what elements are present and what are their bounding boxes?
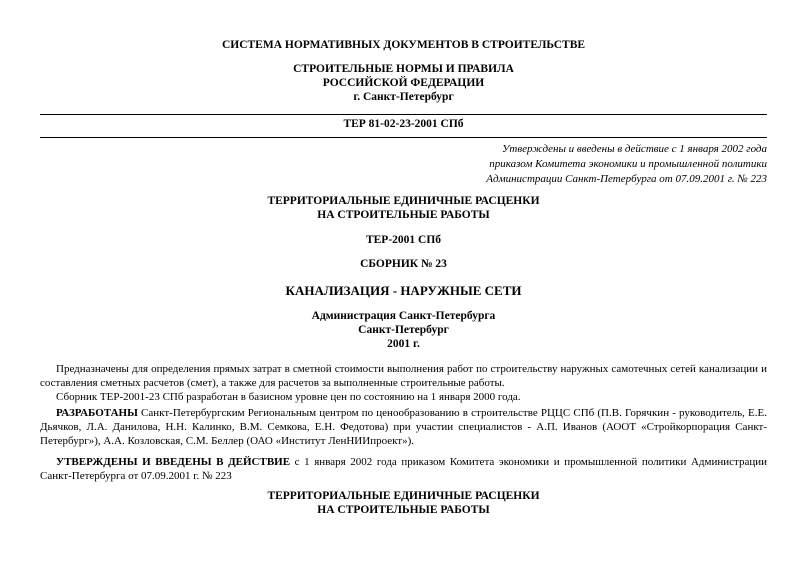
base-level-text: Сборник ТЕР-2001-23 СПб разработан в базисном уровне цен по состоянию на 1 января 2000 года. (56, 391, 521, 403)
approval-line-1: Утверждены и введены в действие с 1 января 2002 года (501, 143, 767, 155)
subject-title-text: КАНАЛИЗАЦИЯ - НАРУЖНЫЕ СЕТИ (285, 283, 522, 298)
norms-line-2: РОССИЙСКОЙ ФЕДЕРАЦИИ (322, 77, 485, 89)
ter-code (40, 233, 767, 247)
main-title-line-2: НА СТРОИТЕЛЬНЫЕ РАБОТЫ (317, 209, 490, 221)
footer-title-line-2: НА СТРОИТЕЛЬНЫЕ РАБОТЫ (317, 504, 490, 516)
approved-text: с 1 января 2002 года приказом Комитета экономики и промышленной политики Администрации Санкт-Петербурга от 07.09.2001 г. № 223 (40, 456, 767, 482)
collection-number-text: СБОРНИК № 23 (360, 258, 447, 270)
publisher-year: 2001 г. (387, 338, 420, 350)
publisher-city: Санкт-Петербург (358, 324, 449, 336)
ter-code-text: ТЕР-2001 СПб (365, 234, 442, 246)
doc-code-text: ТЕР 81-02-23-2001 СПб (343, 118, 464, 130)
developed-text: Санкт-Петербургским Региональным центром по ценообразованию в строительстве РЦЦС СПб (П.В. Горячкин - руководитель, Е.Е. Дьячков, Л.А. Данилова, Н.Н. Калинко, В.М. Семкова, Е.Н. Федотова) при участии специалистов - А.П. Иванов (АООТ «Стройкорпорация Санкт-Петербург»), А.А. Козловская, С.М. Беллер (ОАО «Институт ЛенНИИпроект»). (40, 407, 767, 447)
purpose-text: Предназначены для определения прямых затрат в сметной стоимости выполнения работ по строительству наружных самотечных сетей канализации и составления сметных расчетов (смет), а также для расчетов за выполненные строительные работы. (40, 363, 767, 389)
publisher-admin: Администрация Санкт-Петербурга (311, 310, 496, 322)
norms-block (40, 62, 767, 104)
footer-title-line-1: ТЕРРИТОРИАЛЬНЫЕ ЕДИНИЧНЫЕ РАСЦЕНКИ (267, 490, 540, 502)
system-title-text: СИСТЕМА НОРМАТИВНЫХ ДОКУМЕНТОВ В СТРОИТЕЛЬСТВЕ (221, 39, 586, 51)
approved-label: УТВЕРЖДЕНЫ И ВВЕДЕНЫ В ДЕЙСТВИЕ (56, 456, 291, 468)
divider-top (40, 114, 767, 115)
document-page (40, 0, 767, 571)
subject-title (40, 283, 767, 299)
main-title (40, 194, 767, 222)
footer-title (40, 489, 767, 517)
city-line: г. Санкт-Петербург (353, 91, 454, 103)
system-title (40, 38, 767, 52)
approval-line-2: приказом Комитета экономики и промышленной политики (489, 158, 767, 170)
divider-bottom (40, 137, 767, 138)
norms-line-1: СТРОИТЕЛЬНЫЕ НОРМЫ И ПРАВИЛА (293, 63, 514, 75)
developed-label: РАЗРАБОТАНЫ (56, 407, 138, 419)
developed-paragraph (40, 406, 767, 448)
approval-note (486, 142, 767, 187)
collection-number (40, 257, 767, 271)
approved-paragraph (40, 455, 767, 483)
purpose-paragraph (40, 362, 767, 390)
publisher-block (40, 309, 767, 351)
doc-code (40, 117, 767, 131)
base-level-paragraph (40, 390, 767, 404)
approval-line-3: Администрации Санкт-Петербурга от 07.09.2001 г. № 223 (486, 173, 767, 185)
main-title-line-1: ТЕРРИТОРИАЛЬНЫЕ ЕДИНИЧНЫЕ РАСЦЕНКИ (267, 195, 540, 207)
